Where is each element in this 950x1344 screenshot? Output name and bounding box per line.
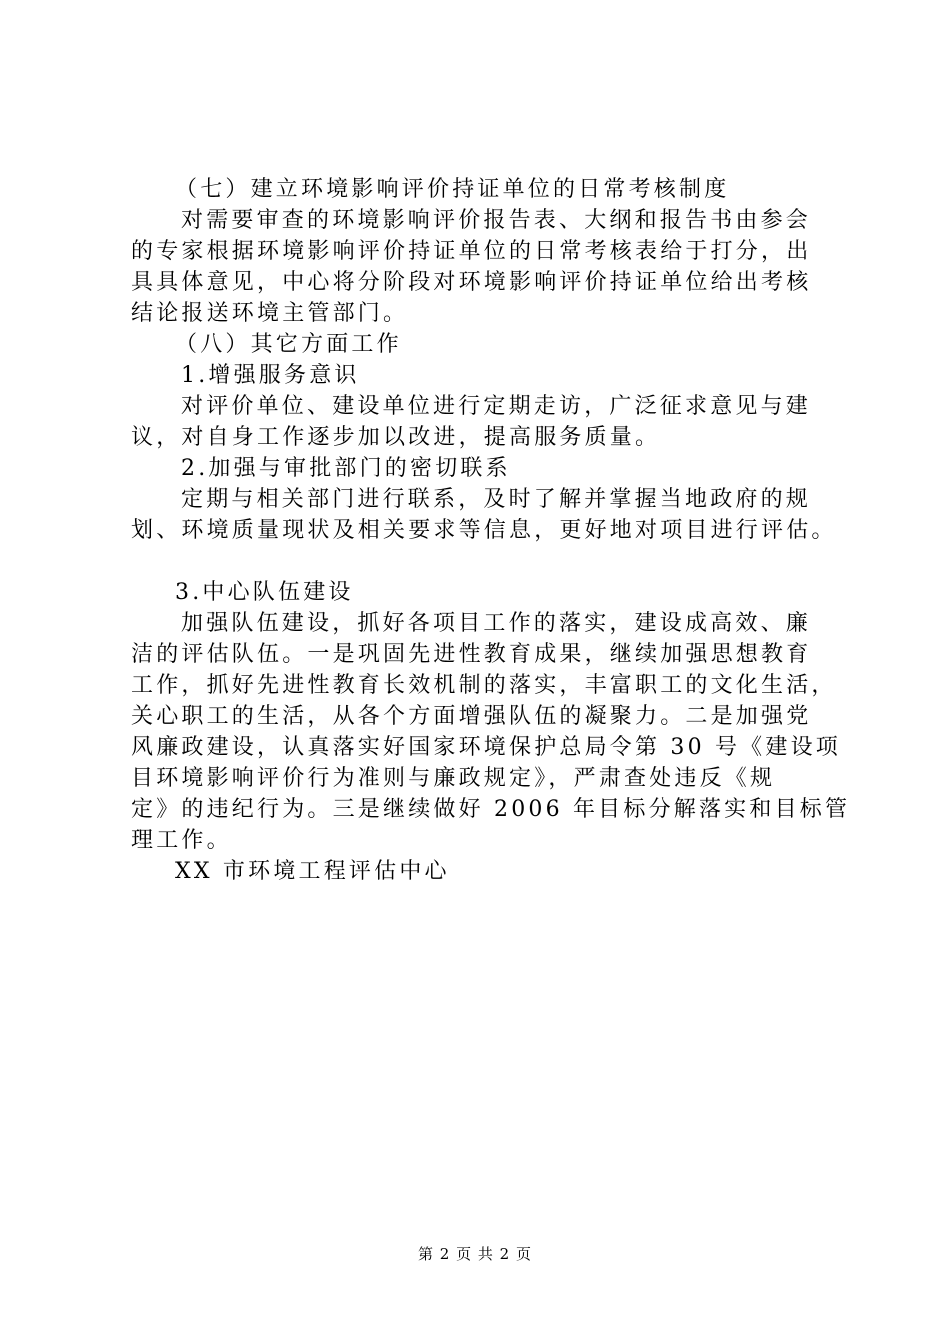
line-14: 3.中心队伍建设: [175, 580, 354, 605]
page-footer: 第 2 页 共 2 页: [418, 1245, 532, 1263]
line-20: 目环境影响评价行为准则与廉政规定》，严肃查处违反《规: [131, 766, 776, 791]
signature-line: XX 市环境工程评估中心: [175, 859, 450, 884]
line-8: 对评价单位、建设单位进行定期走访，广泛征求意见与建: [181, 394, 812, 419]
line-12: 划、环境质量现状及相关要求等信息，更好地对项目进行评估。: [131, 518, 837, 543]
line-13: [131, 546, 851, 577]
line-16: 洁的评估队伍。一是巩固先进性教育成果，继续加强思想教育: [131, 642, 812, 667]
document-body: [131, 174, 851, 887]
line-4: 具具体意见，中心将分阶段对环境影响评价持证单位给出考核: [131, 270, 812, 295]
line-22: 理工作。: [131, 828, 232, 853]
line-3: 的专家根据环境影响评价持证单位的日常考核表给于打分，出: [131, 239, 812, 264]
line-21: 定》的违纪行为。三是继续做好 2006 年目标分解落实和目标管: [131, 797, 851, 822]
line-1: （七）建立环境影响评价持证单位的日常考核制度: [175, 177, 730, 202]
line-6: （八）其它方面工作: [175, 332, 402, 357]
line-2: 对需要审查的环境影响评价报告表、大纲和报告书由参会: [181, 208, 812, 233]
line-10: 2.加强与审批部门的密切联系: [181, 456, 511, 481]
line-7: 1.增强服务意识: [181, 363, 360, 388]
line-11: 定期与相关部门进行联系，及时了解并掌握当地政府的规: [181, 487, 812, 512]
line-5: 结论报送环境主管部门。: [131, 301, 409, 326]
line-15: 加强队伍建设，抓好各项目工作的落实，建设成高效、廉: [181, 611, 812, 636]
line-18: 关心职工的生活，从各个方面增强队伍的凝聚力。二是加强党: [131, 704, 812, 729]
line-17: 工作，抓好先进性教育长效机制的落实，丰富职工的文化生活，: [131, 673, 837, 698]
line-19: 风廉政建设，认真落实好国家环境保护总局令第 30 号《建设项: [131, 735, 841, 760]
line-9: 议，对自身工作逐步加以改进，提高服务质量。: [131, 425, 661, 450]
